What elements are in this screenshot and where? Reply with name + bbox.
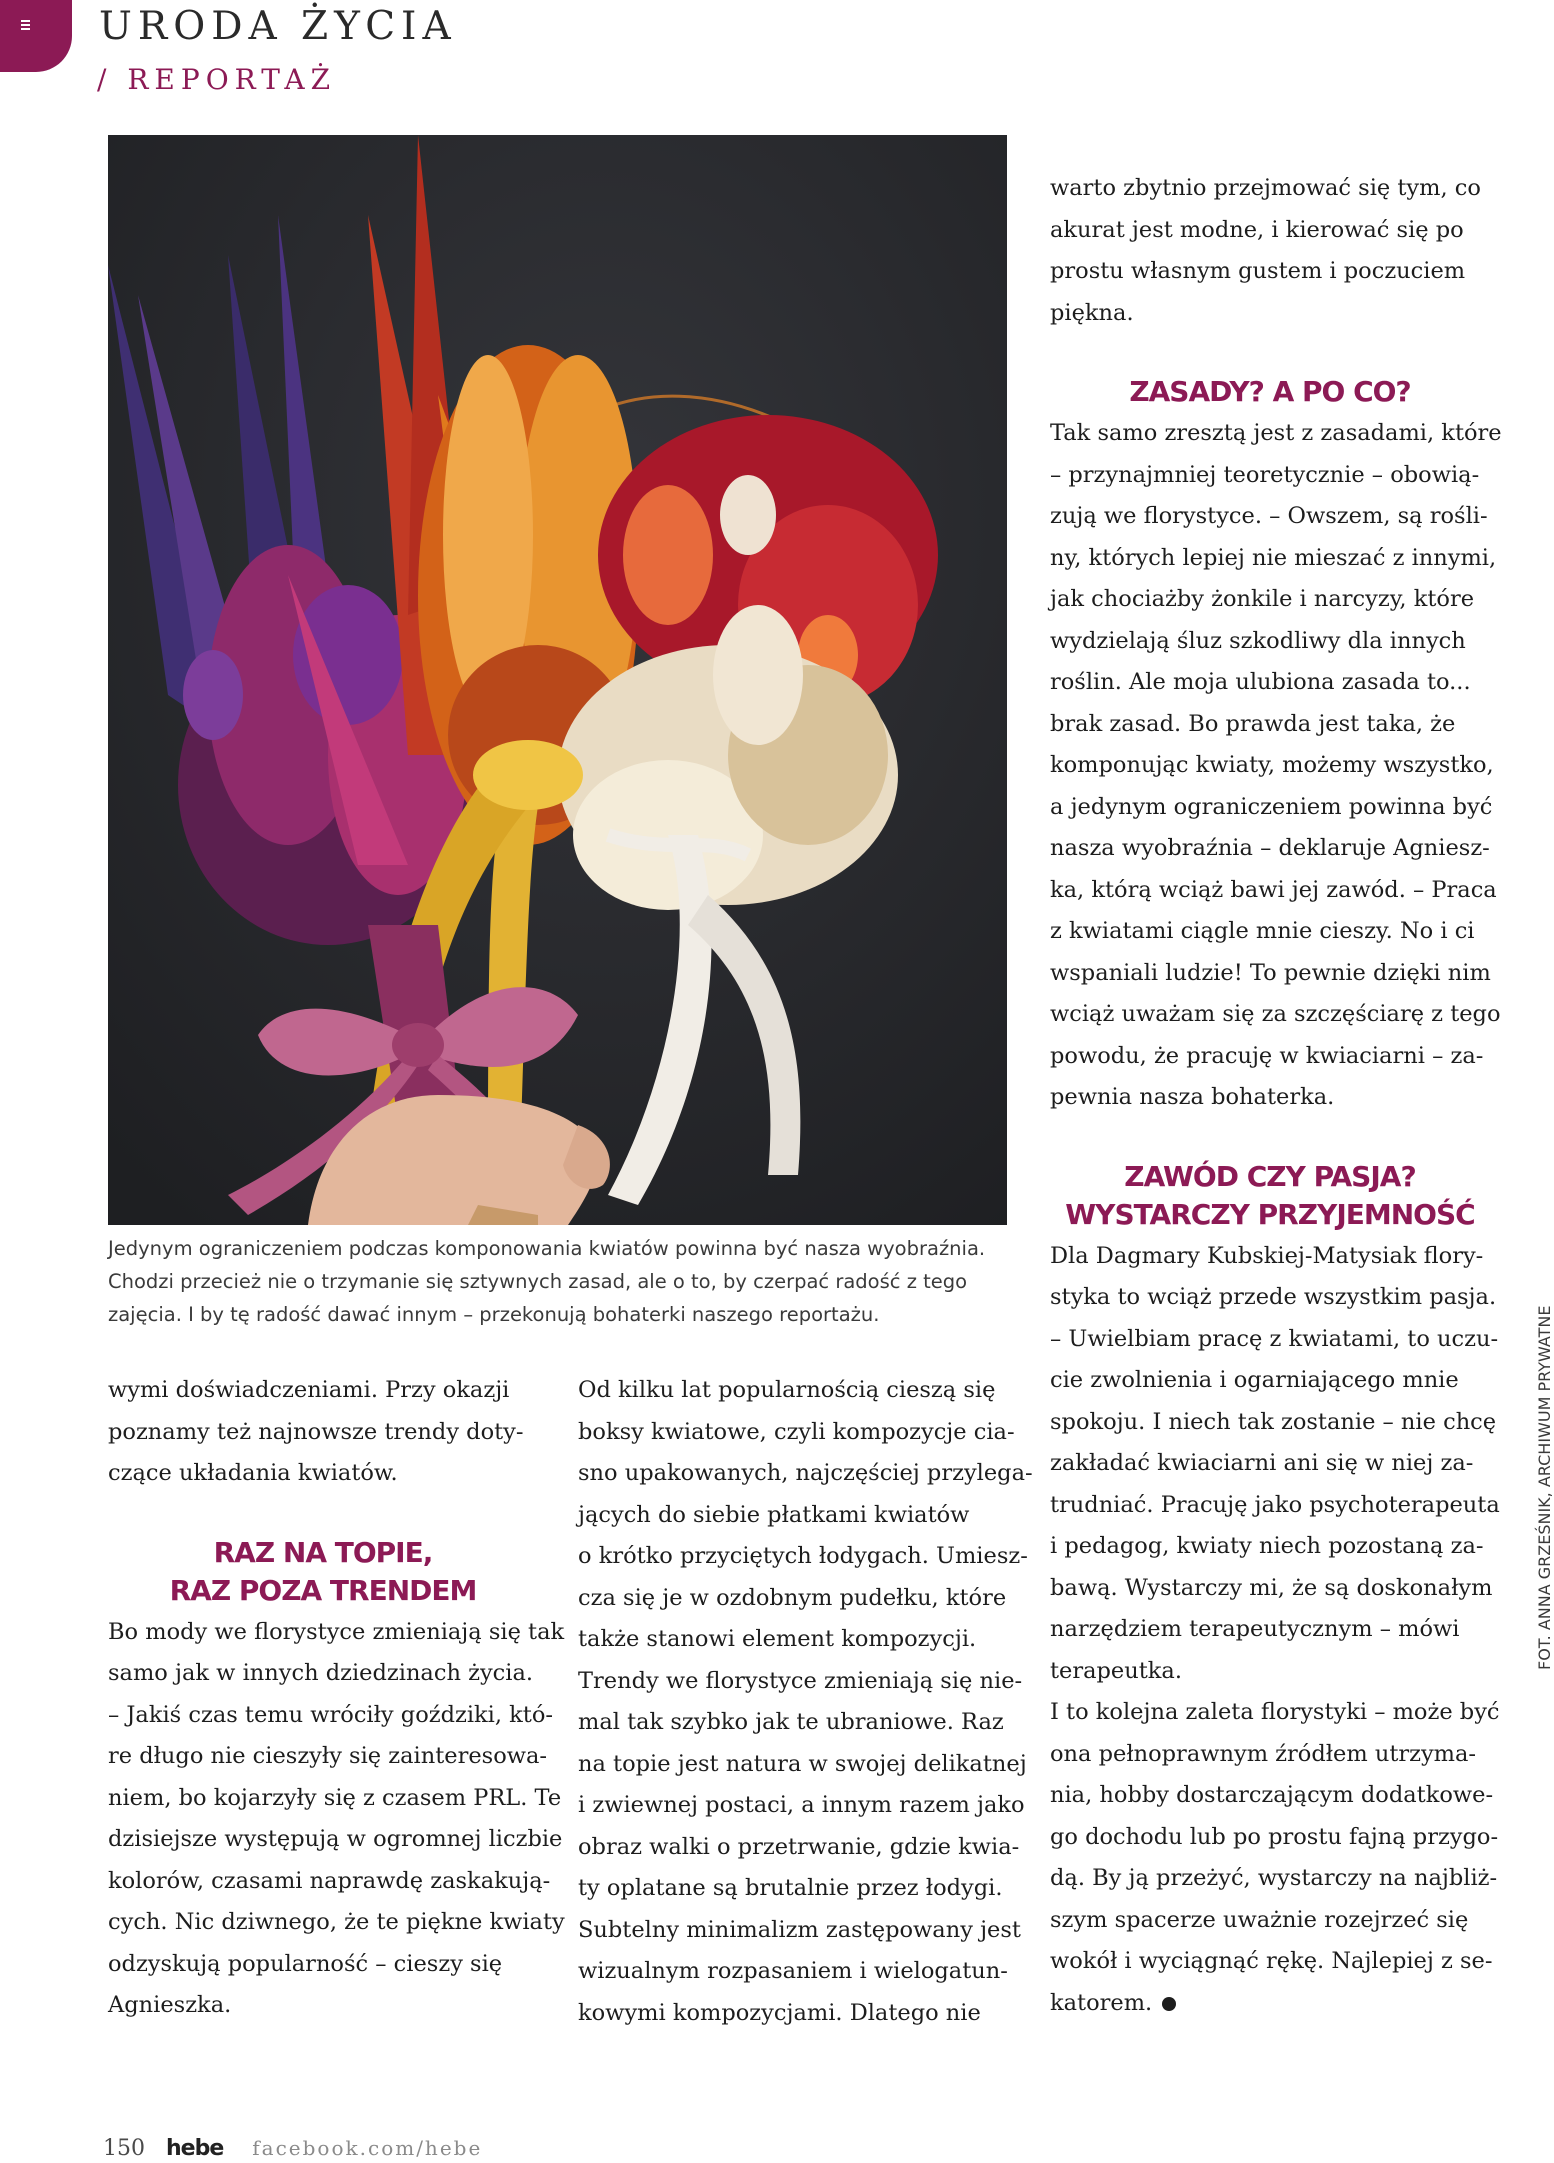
text-line: i pedagog, kwiaty niech pozostaną za- <box>1050 1533 1484 1559</box>
photo-caption <box>108 1232 1013 1331</box>
text-line: wokół i wyciągnąć rękę. Najlepiej z se- <box>1050 1948 1493 1974</box>
text-line: Bo mody we florystyce zmieniają się tak <box>108 1618 565 1645</box>
bouquet-photo <box>108 135 1007 1225</box>
heading-raz-na-topie <box>108 1534 538 1610</box>
heading-line: ZASADY? A PO CO? <box>1129 375 1411 408</box>
text-line: wymi doświadczeniami. Przy okazji <box>108 1377 510 1403</box>
text-line: cza się je w ozdobnym pudełku, które <box>578 1584 1007 1611</box>
middle-body-paragraph <box>578 1370 1033 2034</box>
right-intro-paragraph <box>1050 168 1490 334</box>
text-line: samo jak w innych dziedzinach życia. <box>108 1660 534 1686</box>
text-line: Od kilku lat popularnością cieszą się <box>578 1377 996 1403</box>
heading-line: WYSTARCZY PRZYJEMNOŚĆ <box>1065 1197 1475 1231</box>
text-line: pewnia nasza bohaterka. <box>1050 1084 1335 1110</box>
text-line: jak chociażby żonkile i narcyzy, które <box>1050 586 1475 612</box>
caption-line: zajęcia. I by tę radość dawać innym – przekonują bohaterki naszego reportażu. <box>108 1303 880 1326</box>
text-line: re długo nie cieszyły się zainteresowa- <box>108 1743 548 1769</box>
text-line: brak zasad. Bo prawda jest taka, że <box>1050 710 1456 737</box>
heading-zasady <box>1050 373 1490 411</box>
text-line: o krótko przyciętych łodygach. Umiesz- <box>578 1543 1028 1569</box>
column-left <box>108 1370 565 2027</box>
page-number: 150 <box>103 2136 145 2161</box>
text-line: ny, których lepiej nie mieszać z innymi, <box>1050 544 1497 571</box>
text-line: – Jakiś czas temu wróciły goździki, któ- <box>108 1701 554 1728</box>
text-line: kowymi kompozycjami. Dlatego nie <box>578 1999 981 2026</box>
text-line: także stanowi element kompozycji. <box>578 1626 977 1652</box>
text-line: akurat jest modne, i kierować się po <box>1050 216 1464 243</box>
text-line: warto zbytnio przejmować się tym, co <box>1050 175 1481 201</box>
text-line: zują we florystyce. – Owszem, są rośli- <box>1050 503 1488 529</box>
text-line: prostu własnym gustem i poczuciem <box>1050 258 1466 284</box>
text-line: terapeutka. <box>1050 1657 1182 1684</box>
brand-logo: hebe <box>166 2136 224 2161</box>
page-footer <box>103 2136 482 2161</box>
text-line: zakładać kwiaciarni ani się w niej za- <box>1050 1450 1474 1476</box>
caption-line: Jedynym ograniczeniem podczas komponowania kwiatów powinna być nasza wyobraźnia. <box>108 1237 986 1260</box>
left-body-paragraph <box>108 1612 565 2027</box>
text-line: narzędziem terapeutycznym – mówi <box>1050 1616 1460 1642</box>
right-body-paragraph-2 <box>1050 1236 1500 2025</box>
text-line: trudniać. Pracuję jako psychoterapeuta <box>1050 1491 1500 1518</box>
column-middle <box>578 1370 1033 2034</box>
text-line: z kwiatami ciągle mnie cieszy. No i ci <box>1050 918 1475 944</box>
text-line: nia, hobby dostarczającym dodatkowe- <box>1050 1782 1494 1808</box>
text-line: na topie jest natura w swojej delikatnej <box>578 1750 1027 1777</box>
text-line: ona pełnoprawnym źródłem utrzyma- <box>1050 1740 1477 1767</box>
text-line: jących do siebie płatkami kwiatów <box>578 1501 970 1528</box>
text-line: ty oplatane są brutalnie przez łodygi. <box>578 1875 1003 1901</box>
photo-credit: FOT. ANNA GRZEŚNIK, ARCHIWUM PRYWATNE <box>1535 1305 1554 1670</box>
right-body-paragraph-1 <box>1050 413 1502 1119</box>
text-line: dą. By ją przeżyć, wystarczy na najbliż- <box>1050 1865 1498 1891</box>
text-line: Agnieszka. <box>108 1992 232 2018</box>
text-line: i zwiewnej postaci, a innym razem jako <box>578 1792 1025 1818</box>
text-line: kolorów, czasami naprawdę zaskakują- <box>108 1867 551 1894</box>
text-line: wciąż uważam się za szczęściarę z tego <box>1050 1001 1501 1027</box>
text-line: styka to wciąż przede wszystkim pasja. <box>1050 1284 1497 1310</box>
text-line: I to kolejna zaleta florystyki – może być <box>1050 1699 1500 1725</box>
text-line: komponując kwiaty, możemy wszystko, <box>1050 752 1494 778</box>
text-line: cych. Nic dziwnego, że te piękne kwiaty <box>108 1909 565 1935</box>
heading-line: RAZ NA TOPIE, <box>213 1535 433 1569</box>
text-line: wydzielają śluz szkodliwy dla innych <box>1050 627 1466 654</box>
text-line: obraz walki o przetrwanie, gdzie kwia- <box>578 1833 1020 1860</box>
text-line: – przynajmniej teoretycznie – obowią- <box>1050 461 1480 488</box>
text-line: piękna. <box>1050 299 1134 326</box>
text-line: dzisiejsze występują w ogromnej liczbie <box>108 1826 563 1852</box>
text-line: wspaniali ludzie! To pewnie dzięki nim <box>1050 959 1491 986</box>
caption-line: Chodzi przecież nie o trzymanie się sztywnych zasad, ale o to, by czerpać radość z tego <box>108 1270 968 1293</box>
text-line: niem, bo kojarzyły się z czasem PRL. Te <box>108 1784 562 1811</box>
text-line: czące układania kwiatów. <box>108 1460 398 1486</box>
text-line: Trendy we florystyce zmieniają się nie- <box>578 1667 1023 1694</box>
text-line: go dochodu lub po prostu fajną przygo- <box>1050 1823 1499 1850</box>
text-line: spokoju. I niech tak zostanie – nie chcę <box>1050 1408 1497 1435</box>
text-line: roślin. Ale moja ulubiona zasada to... <box>1050 669 1471 695</box>
text-line: bawą. Wystarczy mi, że są doskonałym <box>1050 1574 1493 1601</box>
text-line: powodu, że pracuję w kwiaciarni – za- <box>1050 1042 1484 1069</box>
text-line: boksy kwiatowe, czyli kompozycje cia- <box>578 1418 1015 1445</box>
heading-zawod-czy-pasja <box>1050 1158 1490 1234</box>
text-line: sno upakowanych, najczęściej przylega- <box>578 1460 1033 1486</box>
text-line: nasza wyobraźnia – deklaruje Agniesz- <box>1050 835 1490 861</box>
facebook-link[interactable]: facebook.com/hebe <box>252 2136 483 2160</box>
text-line: Subtelny minimalizm zastępowany jest <box>578 1916 1021 1943</box>
text-line: Dla Dagmary Kubskiej-Matysiak flory- <box>1050 1242 1484 1269</box>
text-line: odzyskują popularność – cieszy się <box>108 1950 503 1977</box>
text-line: ka, którą wciąż bawi jej zawód. – Praca <box>1050 876 1497 903</box>
text-line: mal tak szybko jak te ubraniowe. Raz <box>578 1709 1004 1735</box>
end-of-article-bullet-icon <box>1162 1997 1176 2011</box>
text-line: cie zwolnienia i ogarniającego mnie <box>1050 1367 1459 1393</box>
heading-line: RAZ POZA TRENDEM <box>169 1573 477 1607</box>
text-line-end: katorem. <box>1050 1989 1153 2016</box>
left-intro-paragraph <box>108 1370 538 1495</box>
text-line: wizualnym rozpasaniem i wielogatun- <box>578 1958 1008 1984</box>
menu-button[interactable] <box>0 0 72 72</box>
text-line-last <box>1050 1983 1490 2025</box>
heading-line: ZAWÓD CZY PASJA? <box>1124 1159 1416 1193</box>
magazine-title: URODA ŻYCIA <box>99 4 457 49</box>
text-line: Tak samo zresztą jest z zasadami, które <box>1050 420 1502 446</box>
text-line: poznamy też najnowsze trendy doty- <box>108 1418 524 1445</box>
bouquet-illustration <box>108 135 1007 1225</box>
hamburger-icon <box>21 20 30 32</box>
text-line: szym spacerze uważnie rozejrzeć się <box>1050 1906 1469 1933</box>
column-right <box>1050 168 1502 2024</box>
text-line: – Uwielbiam pracę z kwiatami, to uczu- <box>1050 1325 1499 1352</box>
section-label: / REPORTAŻ <box>97 63 337 96</box>
text-line: a jedynym ograniczeniem powinna być <box>1050 793 1493 820</box>
